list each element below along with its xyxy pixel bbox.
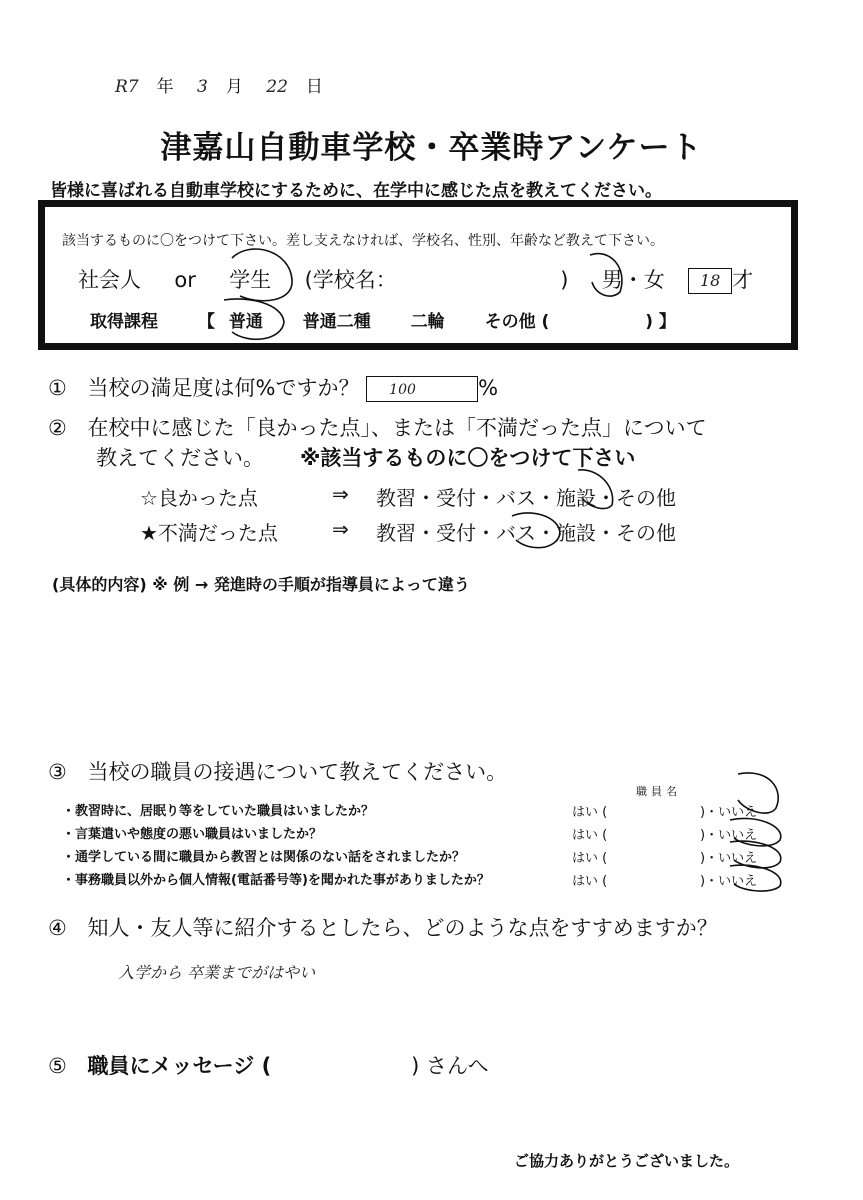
status-row	[78, 264, 753, 294]
box-instruction: 該当するものに〇をつけて下さい。差し支えなければ、学校名、性別、年齢など教えて下さい。	[62, 233, 664, 249]
date-line	[115, 72, 341, 97]
course-label: 取得課程	[90, 312, 158, 332]
date-month: 3	[197, 77, 208, 97]
question-1	[48, 372, 498, 402]
q3-item: ・教習時に、居眠り等をしていた職員はいましたか？	[62, 804, 375, 819]
q3-number: ③	[48, 760, 67, 784]
good-label: ☆良かった点	[140, 486, 258, 510]
thanks-note: ご協力ありがとうございました。	[514, 1152, 740, 1170]
q2-note: ※該当するものに〇をつけて下さい	[300, 446, 636, 470]
q1-number: ①	[48, 376, 67, 400]
q5-suffix: ) さんへ	[411, 1054, 489, 1078]
q1-text: 当校の満足度は何%ですか？	[87, 376, 360, 400]
course-open: 【	[197, 312, 215, 332]
q4-number: ④	[48, 916, 67, 940]
satisfaction-field[interactable]: 100	[366, 376, 478, 402]
q5-number: ⑤	[48, 1054, 67, 1078]
q3-no[interactable]: )・いいえ	[700, 828, 758, 843]
bad-points-row	[140, 517, 740, 547]
school-name-close: )	[560, 268, 569, 292]
date-day-label: 日	[305, 77, 323, 97]
q4-answer[interactable]: 入学から 卒業までがはやい	[118, 963, 316, 982]
date-era: R7	[115, 77, 139, 97]
age-unit: 才	[732, 268, 754, 292]
course-close: ) 】	[645, 312, 676, 332]
bad-options[interactable]: 教習・受付・バス・施設・その他	[376, 521, 676, 545]
q3-yes[interactable]: はい (	[572, 851, 608, 866]
q3-yes[interactable]: はい (	[572, 805, 608, 820]
q3-no[interactable]: )・いいえ	[700, 805, 758, 820]
status-or: or	[174, 268, 196, 292]
age-field[interactable]: 18	[688, 268, 732, 294]
q3-item: ・通学している間に職員から教習とは関係のない話をされましたか？	[62, 850, 466, 865]
q3-no[interactable]: )・いいえ	[700, 874, 758, 889]
q3-no[interactable]: )・いいえ	[700, 851, 758, 866]
q2-line2: 教えてください。	[96, 446, 264, 470]
good-arrow: ⇒	[332, 482, 349, 506]
date-day: 22	[266, 77, 288, 97]
gender-sep: ・	[622, 268, 644, 292]
q3-text: 当校の職員の接遇について教えてください。	[87, 760, 508, 784]
course-row	[90, 307, 710, 332]
date-year-label: 年	[156, 77, 174, 97]
gender-female[interactable]: 女	[643, 268, 665, 292]
good-options[interactable]: 教習・受付・バス・施設・その他	[376, 486, 676, 510]
course-other[interactable]: その他 (	[484, 312, 550, 332]
gender-male[interactable]: 男	[601, 268, 623, 292]
status-student[interactable]: 学生	[229, 268, 272, 292]
q3-item: ・言葉遣いや態度の悪い職員はいましたか？	[62, 827, 323, 842]
school-name-label: (学校名：	[304, 268, 397, 292]
detail-example: (具体的内容) ※ 例 → 発進時の手順が指導員によって違う	[52, 575, 470, 594]
bad-arrow: ⇒	[332, 517, 349, 541]
question-2	[48, 412, 707, 442]
survey-subtitle: 皆様に喜ばれる自動車学校にするために、在学中に感じた点を教えてください。	[50, 181, 662, 201]
q3-yes[interactable]: はい (	[572, 874, 608, 889]
course-standard[interactable]: 普通	[228, 312, 263, 332]
staff-name-header: 職員名	[636, 785, 681, 798]
survey-title: 津嘉山自動車学校・卒業時アンケート	[160, 130, 703, 166]
q1-unit: %	[478, 376, 499, 400]
q2-line1: 在校中に感じた「良かった点」、または「不満だった点」について	[87, 416, 707, 440]
date-month-label: 月	[225, 77, 243, 97]
course-motorcycle[interactable]: 二輪	[410, 312, 445, 332]
question-3	[48, 756, 507, 786]
question-4	[48, 912, 718, 942]
question-5	[48, 1050, 489, 1080]
bad-label: ★不満だった点	[140, 521, 278, 545]
q2-number: ②	[48, 416, 67, 440]
q2-line2-row	[96, 442, 635, 472]
q4-text: 知人・友人等に紹介するとしたら、どのような点をすすめますか？	[87, 916, 718, 940]
course-standard-2[interactable]: 普通二種	[302, 312, 371, 332]
q5-label: 職員にメッセージ (	[87, 1054, 272, 1078]
status-worker[interactable]: 社会人	[78, 268, 141, 292]
good-points-row	[140, 482, 740, 512]
q3-item: ・事務職員以外から個人情報(電話番号等)を聞かれた事がありましたか？	[62, 873, 490, 888]
q3-yes[interactable]: はい (	[572, 828, 608, 843]
